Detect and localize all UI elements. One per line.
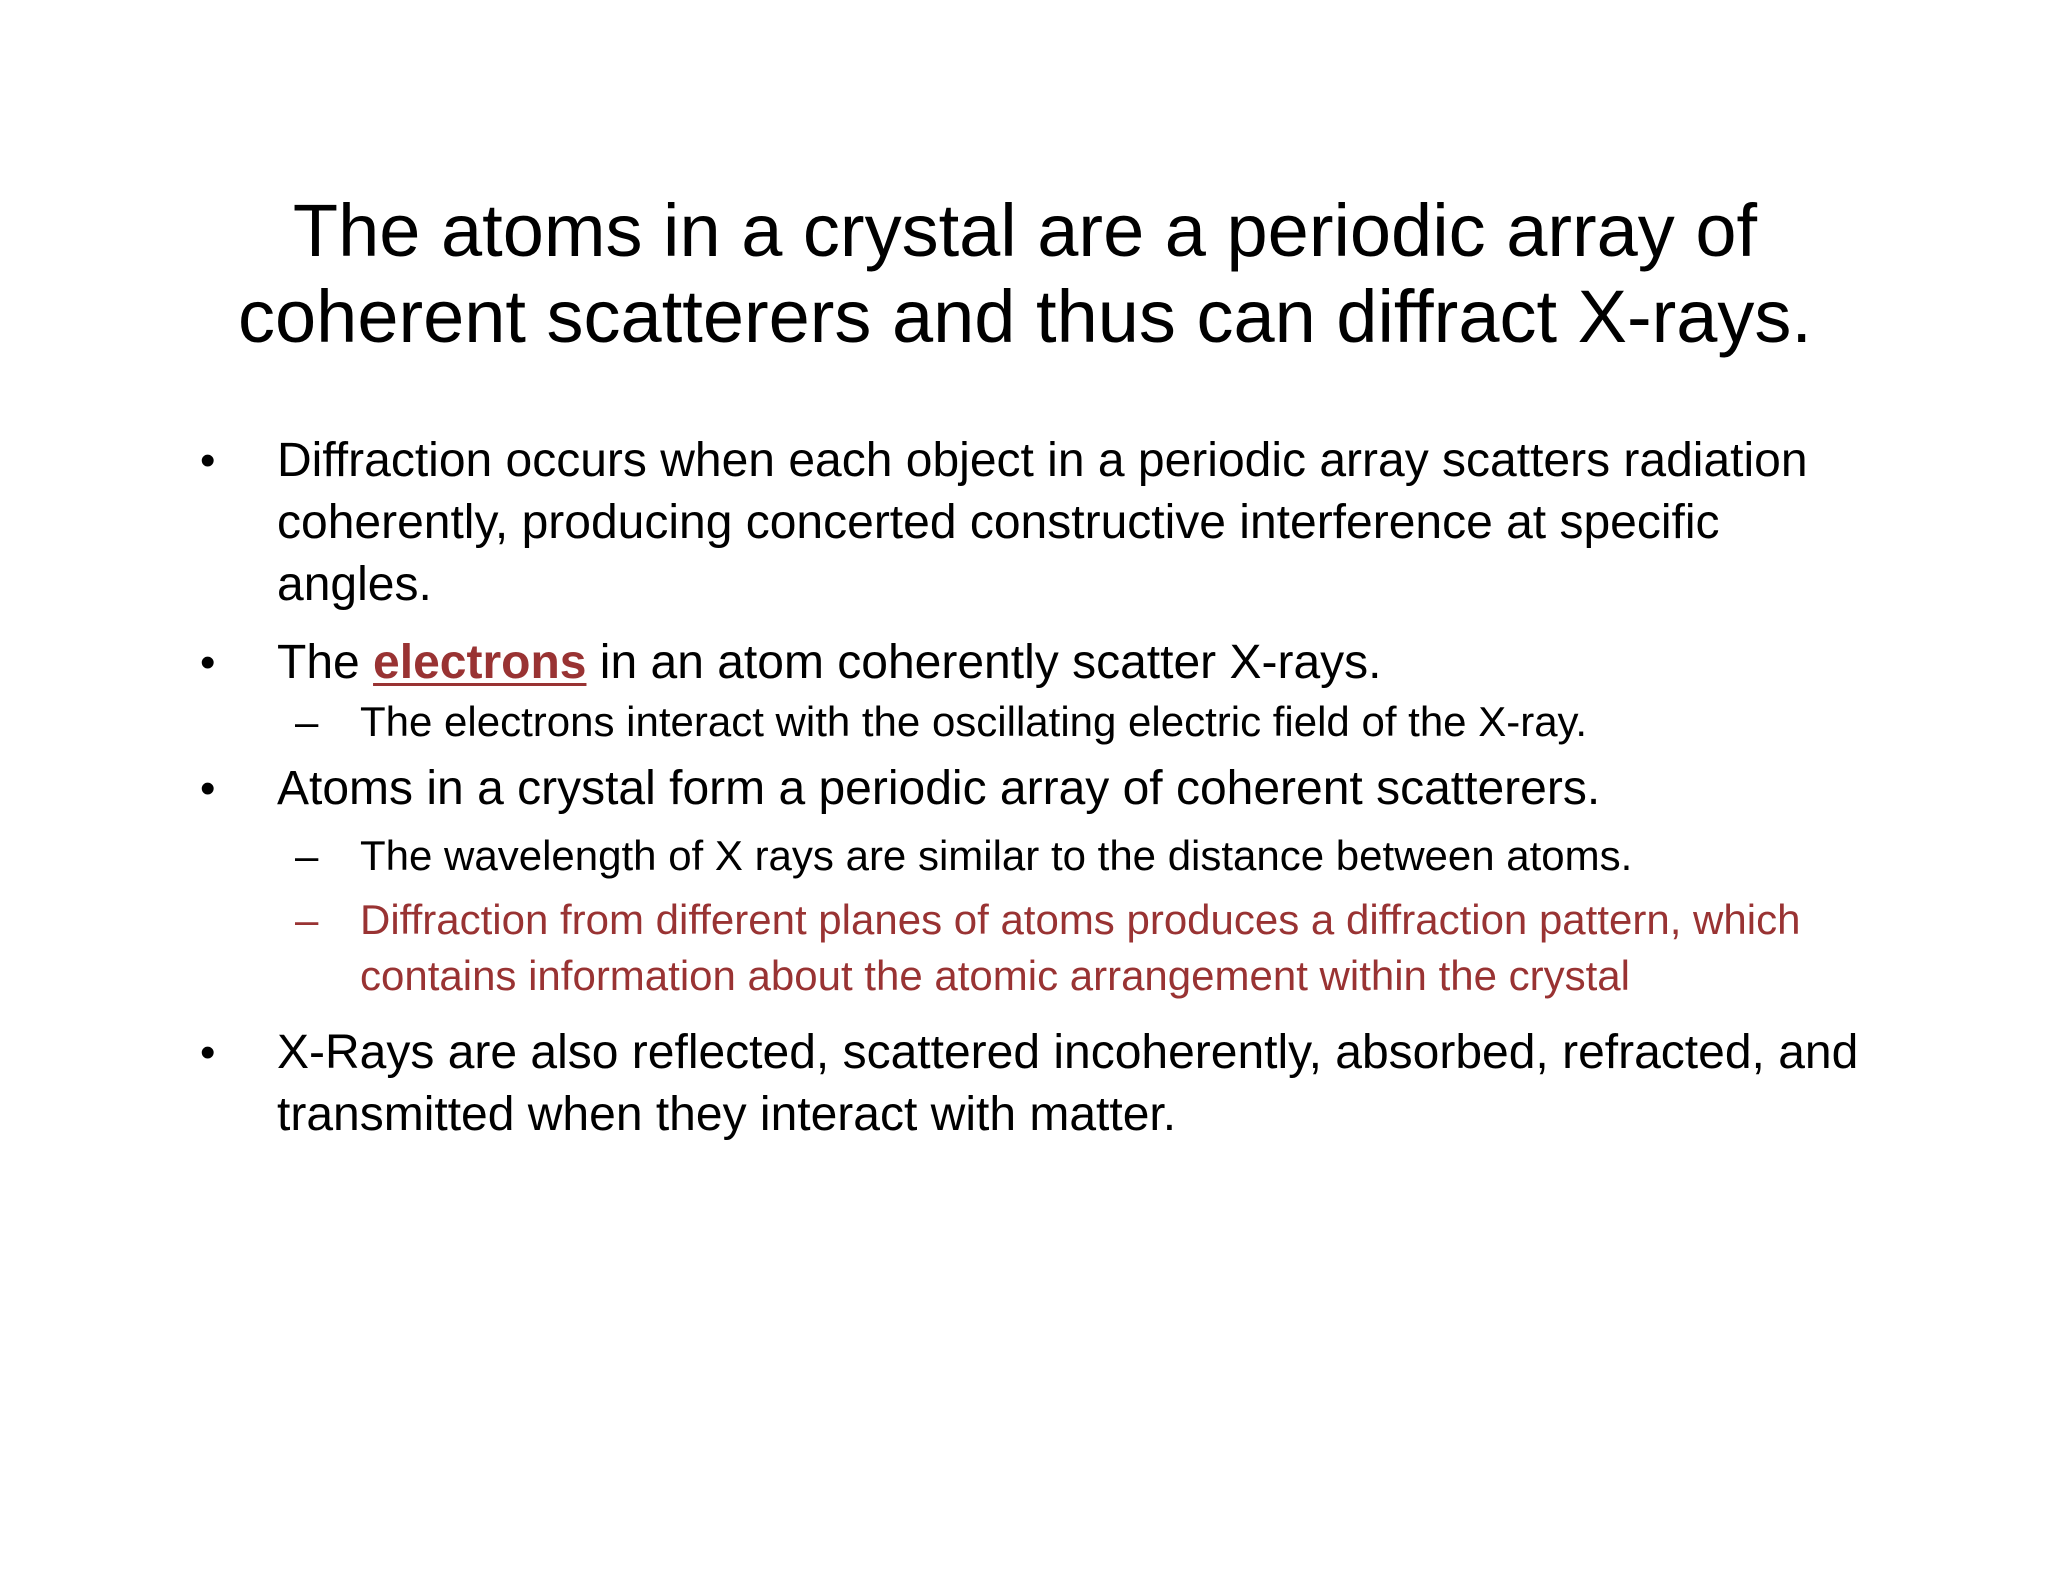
sub-bullet-item-2-1 <box>200 694 1860 750</box>
bullet-list <box>200 430 1860 1146</box>
highlight-electrons: electrons <box>373 636 587 689</box>
bullet-text: X-Rays are also reflected, scattered incoherently, absorbed, refracted, and transmitted when they interact with matter. <box>277 1026 1859 1141</box>
sub-bullet-item-3-2 <box>200 892 1860 1004</box>
sub-bullet-item-3-1 <box>200 828 1860 884</box>
bullet-item-3 <box>200 758 1860 820</box>
slide-title-line-1: The atoms in a crystal are a periodic array of <box>292 189 1758 272</box>
dash-marker: – <box>295 832 319 879</box>
dash-marker: – <box>295 698 319 745</box>
sub-bullet-text: The wavelength of X rays are similar to the distance between atoms. <box>360 832 1633 879</box>
bullet-text-after: in an atom coherently scatter X-rays. <box>586 636 1382 689</box>
slide-title-line-2: coherent scatterers and thus can diffract X-rays. <box>238 275 1812 358</box>
slide-title <box>180 188 1870 360</box>
bullet-marker: • <box>200 638 216 687</box>
bullet-marker: • <box>200 436 216 485</box>
sub-bullet-text: The electrons interact with the oscillating electric field of the X-ray. <box>360 698 1588 745</box>
sub-bullet-text: Diffraction from different planes of atoms produces a diffraction pattern, which contains information about the atomic arrangement within the crystal <box>360 896 1801 999</box>
dash-marker: – <box>295 896 319 943</box>
bullet-text: Atoms in a crystal form a periodic array of coherent scatterers. <box>277 762 1601 815</box>
bullet-item-1 <box>200 430 1860 616</box>
bullet-item-4 <box>200 1022 1860 1146</box>
bullet-marker: • <box>200 1028 216 1077</box>
bullet-item-2 <box>200 632 1860 694</box>
bullet-text-before: The <box>277 636 374 689</box>
bullet-text: Diffraction occurs when each object in a periodic array scatters radiation coherently, producing concerted constructive interference at specific angles. <box>277 434 1808 611</box>
bullet-marker: • <box>200 764 216 813</box>
